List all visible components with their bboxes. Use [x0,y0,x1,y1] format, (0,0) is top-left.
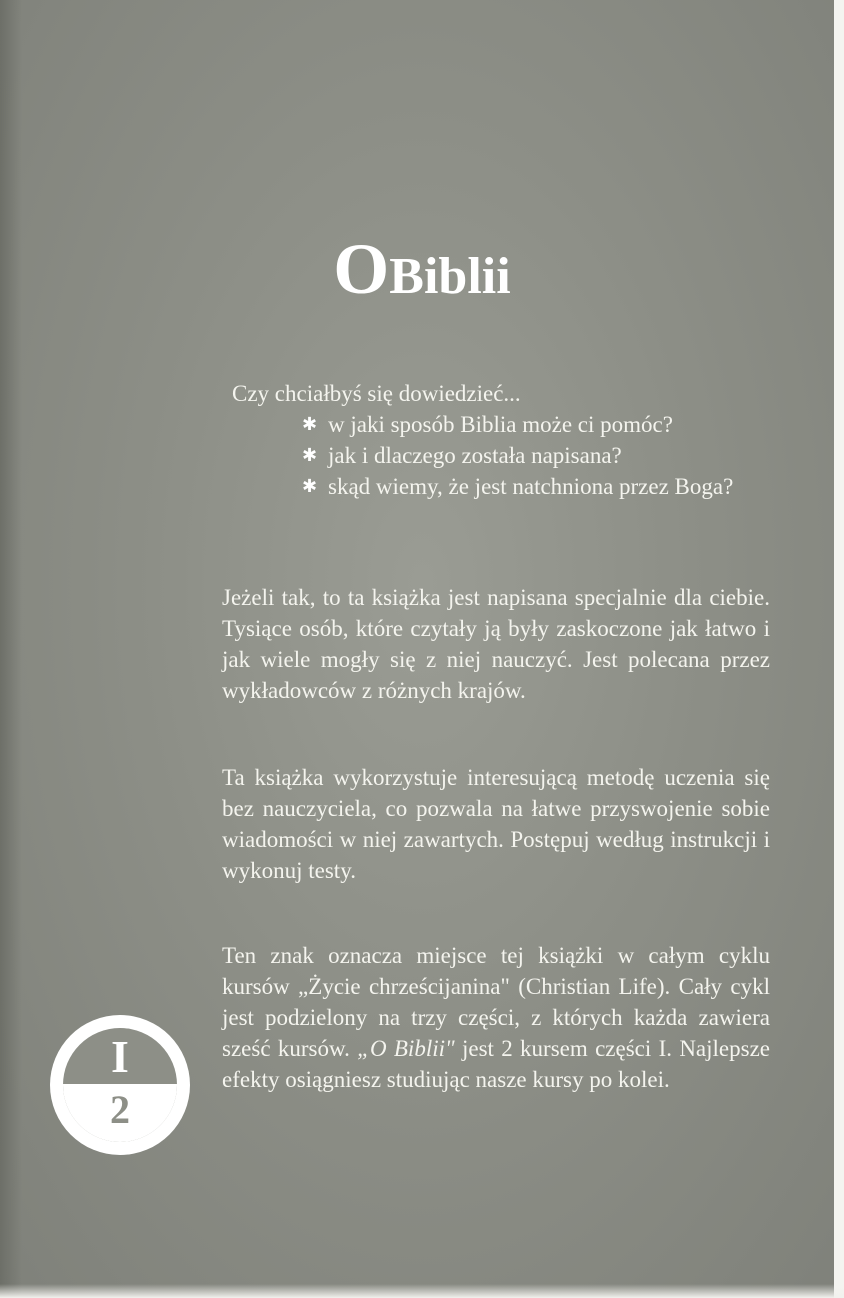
paragraph-intro: Jeżeli tak, to ta książka jest napisana specjalnie dla ciebie. Tysiące osób, które czytały ją były zaskoczone jak łatwo i jak wiele mogły się z niej nauczyć. Jest polecana przez wykładowców z różnych krajów. [222,585,770,703]
series-part-number: I [111,1031,129,1082]
cover-bottom-edge [0,1284,844,1298]
cover-left-shadow [0,0,22,1298]
intro-bullet-list [232,409,772,502]
bullet-item [232,471,772,502]
series-course-number: 2 [110,1087,130,1132]
cover-right-edge [834,0,844,1298]
intro-block [232,378,772,502]
book-title [0,228,844,311]
intro-question: Czy chciałbyś się dowiedzieć... [232,381,521,406]
book-title-first: O [333,229,390,309]
paragraph-course-series-part1: Ten znak oznacza miejsce tej książki w całym cyklu kursów „Życie chrześcijanina" (Christian Life). Cały cykl jest podzielony na trzy części, z których każda zawiera sześć kursów. [222,943,770,1061]
bullet-text: jak i dlaczego została napisana? [328,443,622,468]
bullet-text: w jaki sposób Biblia może ci pomóc? [328,412,673,437]
bullet-item [232,440,772,471]
book-title-rest: Biblii [389,248,511,305]
bullet-text: skąd wiemy, że jest natchniona przez Boga? [328,474,734,499]
paragraph-method: Ta książka wykorzystuje interesującą metodę uczenia się bez nauczyciela, co pozwala na łatwe przyswojenie sobie wiadomości w niej zawartych. Postępuj według instrukcji i wykonuj testy. [222,765,770,883]
bullet-star-icon: ✱ [302,476,318,496]
series-badge-inner [63,1028,177,1142]
bullet-star-icon: ✱ [302,414,318,434]
paragraph-course-series [222,940,770,1095]
bullet-item [232,409,772,440]
bullet-star-icon: ✱ [302,445,318,465]
course-title-reference: „O Biblii" [357,1036,455,1061]
paragraph-course-series-part2: jest 2 kursem części I. Najlepsze efekty osiągniesz studiując nasze kursy po kolei. [222,1036,770,1092]
series-badge-icon [50,1015,190,1155]
